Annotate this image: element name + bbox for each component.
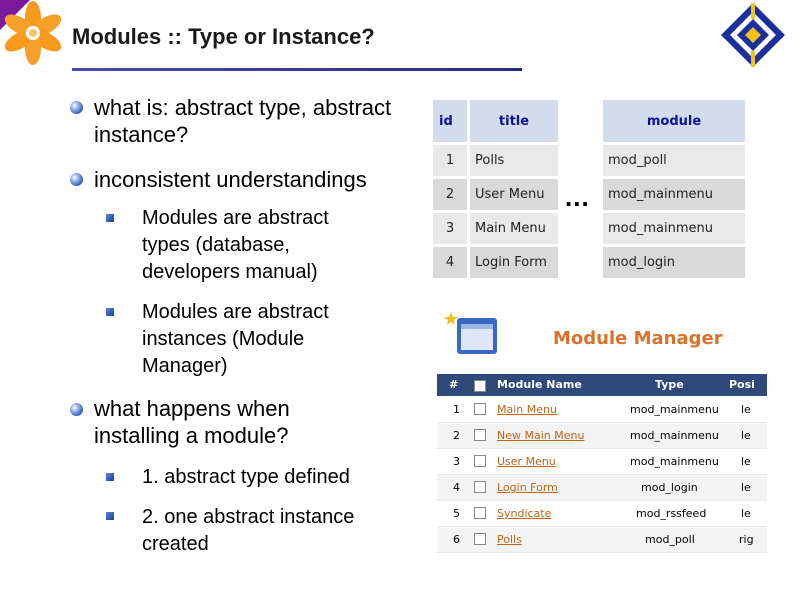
table-row bbox=[437, 449, 767, 475]
module-position: le bbox=[741, 429, 751, 442]
bullet-text: what happens when installing a module? bbox=[94, 396, 290, 448]
bullet-text: inconsistent understandings bbox=[94, 167, 367, 192]
table-row bbox=[437, 475, 767, 501]
row-checkbox[interactable] bbox=[474, 403, 486, 415]
sub-bullet-text: Modules are abstract types (database, developers manual) bbox=[142, 207, 329, 283]
column-header-title: title bbox=[470, 100, 558, 142]
row-number: 1 bbox=[453, 403, 460, 416]
row-checkbox[interactable] bbox=[474, 429, 486, 441]
row-number: 6 bbox=[453, 533, 460, 546]
sub-bullet-icon bbox=[106, 512, 114, 520]
title-underline bbox=[72, 68, 522, 71]
module-position: le bbox=[741, 507, 751, 520]
module-name-link[interactable]: User Menu bbox=[497, 455, 556, 468]
cell-module: mod_mainmenu bbox=[603, 213, 745, 244]
table-row bbox=[603, 247, 745, 278]
module-type: mod_mainmenu bbox=[630, 403, 719, 416]
module-name-link[interactable]: Syndicate bbox=[497, 507, 552, 520]
cell-id: 1 bbox=[433, 145, 467, 176]
select-all-checkbox[interactable] bbox=[474, 380, 486, 392]
column-header-id: id bbox=[433, 100, 467, 142]
module-name-link[interactable]: Polls bbox=[497, 533, 522, 546]
column-header-position[interactable]: Posi bbox=[729, 378, 755, 391]
sub-bullet-text: 2. one abstract instance created bbox=[142, 506, 355, 555]
table-row bbox=[603, 179, 745, 210]
module-type: mod_mainmenu bbox=[630, 429, 719, 442]
module-manager-icon bbox=[443, 312, 499, 356]
cell-module: mod_mainmenu bbox=[603, 179, 745, 210]
row-number: 4 bbox=[453, 481, 460, 494]
cell-module: mod_poll bbox=[603, 145, 745, 176]
cell-id: 4 bbox=[433, 247, 467, 278]
module-type: mod_rssfeed bbox=[636, 507, 707, 520]
db-id-title-table bbox=[430, 97, 561, 281]
module-name-link[interactable]: Main Menu bbox=[497, 403, 557, 416]
column-header-module-name[interactable]: Module Name bbox=[497, 378, 582, 391]
cell-title: Main Menu bbox=[470, 213, 558, 244]
table-row bbox=[603, 213, 745, 244]
module-name-link[interactable]: Login Form bbox=[497, 481, 558, 494]
module-position: le bbox=[741, 481, 751, 494]
bullet-text: what is: abstract type, abstract instance? bbox=[94, 95, 392, 147]
table-row bbox=[437, 501, 767, 527]
row-number: 2 bbox=[453, 429, 460, 442]
table-row bbox=[603, 145, 745, 176]
row-checkbox[interactable] bbox=[474, 533, 486, 545]
ellipsis: ... bbox=[565, 182, 590, 212]
row-checkbox[interactable] bbox=[474, 507, 486, 519]
module-type: mod_login bbox=[641, 481, 698, 494]
module-manager-header-row bbox=[437, 374, 767, 396]
module-type: mod_poll bbox=[645, 533, 695, 546]
cell-id: 3 bbox=[433, 213, 467, 244]
sub-bullet-icon bbox=[106, 473, 114, 481]
cell-module: mod_login bbox=[603, 247, 745, 278]
column-header-number: # bbox=[449, 378, 459, 391]
module-manager-title: Module Manager bbox=[553, 328, 723, 349]
row-number: 3 bbox=[453, 455, 460, 468]
flower-logo bbox=[0, 0, 68, 70]
module-position: le bbox=[741, 403, 751, 416]
cell-title: Polls bbox=[470, 145, 558, 176]
table-row bbox=[437, 397, 767, 423]
module-manager-panel bbox=[437, 308, 755, 552]
table-row bbox=[433, 145, 558, 176]
table-row bbox=[437, 527, 767, 553]
db-module-table bbox=[600, 97, 748, 281]
sub-bullet-text: 1. abstract type defined bbox=[142, 466, 350, 488]
cell-title: User Menu bbox=[470, 179, 558, 210]
table-row bbox=[437, 423, 767, 449]
table-row bbox=[433, 247, 558, 278]
cell-title: Login Form bbox=[470, 247, 558, 278]
sub-bullet-icon bbox=[106, 214, 114, 222]
row-checkbox[interactable] bbox=[474, 455, 486, 467]
module-name-link[interactable]: New Main Menu bbox=[497, 429, 585, 442]
sub-bullet-text: Modules are abstract instances (Module Manager) bbox=[142, 301, 329, 377]
column-header-type[interactable]: Type bbox=[655, 378, 684, 391]
table-row bbox=[433, 213, 558, 244]
slide-title: Modules :: Type or Instance? bbox=[72, 24, 375, 49]
column-header-module: module bbox=[603, 100, 745, 142]
bullet-icon bbox=[70, 173, 83, 186]
module-position: le bbox=[741, 455, 751, 468]
row-number: 5 bbox=[453, 507, 460, 520]
bullet-icon bbox=[70, 101, 83, 114]
row-checkbox[interactable] bbox=[474, 481, 486, 493]
bullet-icon bbox=[70, 403, 83, 416]
diamond-logo bbox=[720, 2, 786, 68]
sub-bullet-icon bbox=[106, 308, 114, 316]
table-row bbox=[433, 179, 558, 210]
module-type: mod_mainmenu bbox=[630, 455, 719, 468]
module-position: rig bbox=[739, 533, 754, 546]
cell-id: 2 bbox=[433, 179, 467, 210]
